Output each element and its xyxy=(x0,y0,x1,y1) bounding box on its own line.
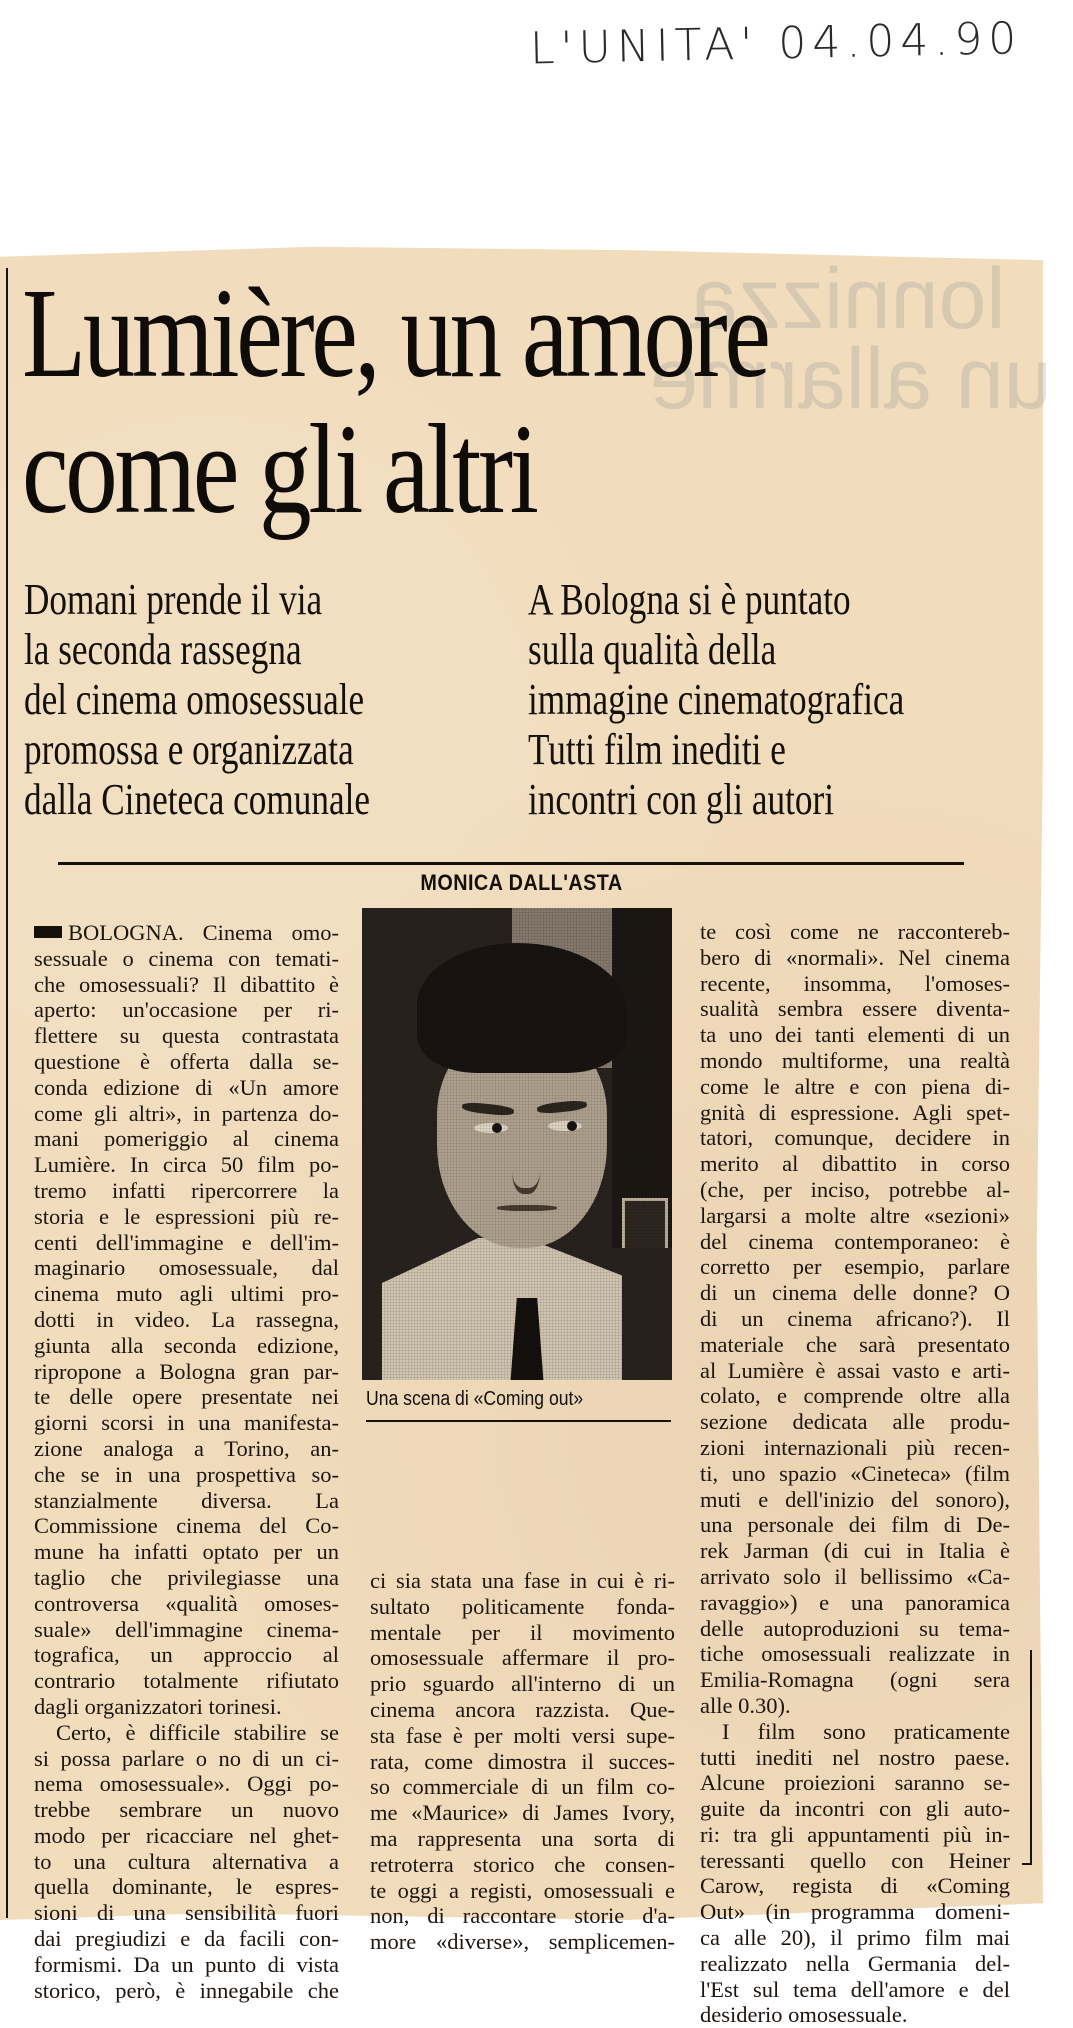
body-line: ti, uno spazio «Cineteca» (film xyxy=(700,1460,1010,1486)
body-line: te delle opere presentate nei xyxy=(34,1384,339,1410)
body-line: trebbe sembrare un nuovo xyxy=(34,1797,339,1823)
body-line: sta fase è per molti versi supe- xyxy=(370,1722,675,1748)
body-line: corretto per esempio, parlare xyxy=(700,1254,1010,1280)
body-line: merito al dibattito in corso xyxy=(700,1151,1010,1177)
body-line: ripropone a Bologna gran par- xyxy=(34,1358,339,1384)
body-line: ma rappresenta una sorta di xyxy=(370,1825,675,1851)
body-line: tiche omosessuali realizzate in xyxy=(700,1641,1010,1667)
body-line: sezione dedicata alle produ- xyxy=(700,1409,1010,1435)
body-line: dotti in video. La rassegna, xyxy=(34,1306,339,1332)
subheading-line: del cinema omosessuale xyxy=(24,675,365,724)
body-line: prio sguardo all'interno di un xyxy=(370,1671,675,1697)
body-line: te oggi a registi, omosessuali e xyxy=(370,1877,675,1903)
body-line: mani pomeriggio al cinema xyxy=(34,1126,339,1152)
subheading-line: Domani prende il via xyxy=(24,575,323,624)
body-line: me «Maurice» di James Ivory, xyxy=(370,1800,675,1826)
body-column-1 xyxy=(34,920,339,2003)
subheading-line: la seconda rassegna xyxy=(24,625,302,674)
body-line: recente, insomma, l'omoses- xyxy=(700,970,1010,996)
body-line: guite da incontri con gli auto- xyxy=(700,1796,1010,1822)
headline xyxy=(22,262,842,540)
body-line: di un cinema africano?). Il xyxy=(700,1305,1010,1331)
body-line: sultato politicamente fonda- xyxy=(370,1593,675,1619)
subheading-line: promossa e organizzata xyxy=(24,725,354,774)
body-line: di un cinema delle donne? O xyxy=(700,1280,1010,1306)
subheading-right xyxy=(528,575,904,825)
body-line: gnità di espressione. Agli spet- xyxy=(700,1099,1010,1125)
body-line: maginario omosessuale, dal xyxy=(34,1255,339,1281)
body-line: l'Est sul tema dell'amore e del xyxy=(700,1976,1010,2002)
body-line: omosessuale affermare il pro- xyxy=(370,1645,675,1671)
body-line: aperto: un'occasione per ri- xyxy=(34,997,339,1023)
body-line: Out» (in programma domeni- xyxy=(700,1899,1010,1925)
subheading-line: Tutti film inediti e xyxy=(528,725,786,774)
body-line: sualità sembra essere diventa- xyxy=(700,996,1010,1022)
headline-line-1: Lumière, un amore xyxy=(22,262,768,404)
body-line: ravaggio») e una panoramica xyxy=(700,1589,1010,1615)
body-line: contrario totalmente rifiutato xyxy=(34,1668,339,1694)
body-line: che se in una prospettiva so- xyxy=(34,1461,339,1487)
column-rule-right xyxy=(1030,1650,1032,1865)
body-line: teressanti quello con Heiner xyxy=(700,1847,1010,1873)
bleed-through-text: lonnizza xyxy=(690,251,1006,347)
body-line: BOLOGNA. Cinema omo- xyxy=(34,920,339,946)
dateline-bullet-icon xyxy=(34,926,62,938)
body-line: una personale dei film di De- xyxy=(700,1512,1010,1538)
body-line: giunta alla seconda edizione, xyxy=(34,1332,339,1358)
body-line: conda edizione di «Un amore xyxy=(34,1074,339,1100)
body-line: cinema muto agli ultimi pro- xyxy=(34,1281,339,1307)
body-line: te così come ne raccontereb- xyxy=(700,919,1010,944)
body-column-3 xyxy=(700,919,1010,2028)
body-line: storia e le espressioni più re- xyxy=(34,1203,339,1229)
body-line: Emilia-Romagna (ogni sera xyxy=(700,1667,1010,1693)
body-line: ca alle 20), il primo film mai xyxy=(700,1925,1010,1951)
body-line: del cinema contemporaneo: è xyxy=(700,1228,1010,1254)
body-line: non, di raccontare storie d'a- xyxy=(370,1903,675,1929)
body-line: (che, per inciso, potrebbe al- xyxy=(700,1176,1010,1202)
body-line: delle autoproduzioni su tema- xyxy=(700,1615,1010,1641)
byline-divider xyxy=(58,862,964,865)
body-line: mondo multiforme, una realtà xyxy=(700,1047,1010,1073)
body-line: Lumière. In circa 50 film po- xyxy=(34,1152,339,1178)
body-line: to una cultura alternativa a xyxy=(34,1848,339,1874)
column-rule-left xyxy=(6,268,8,1918)
column-rule-right-end xyxy=(1022,1863,1032,1865)
body-line: colato, e comprende oltre alla xyxy=(700,1383,1010,1409)
body-line: dagli organizzatori torinesi. xyxy=(34,1693,282,1719)
subheading-left xyxy=(24,575,370,825)
body-line: tutti inediti nel nostro paese. xyxy=(700,1744,1010,1770)
subheading-line: dalla Cineteca comunale xyxy=(24,775,370,824)
body-line: suale» dell'immagine cinema- xyxy=(34,1616,339,1642)
body-line: zioni internazionali più recen- xyxy=(700,1434,1010,1460)
body-column-2 xyxy=(370,1568,675,1955)
body-line: largarsi a molte altre «sezioni» xyxy=(700,1202,1010,1228)
bleed-through-text: un allarme xyxy=(650,331,1052,427)
body-line: taglio che privilegiasse una xyxy=(34,1564,339,1590)
body-line: controversa «qualità omoses- xyxy=(34,1590,339,1616)
body-line: nema omosessuale». Oggi po- xyxy=(34,1771,339,1797)
subheading-line: incontri con gli autori xyxy=(528,775,834,824)
body-line: centi dell'immagine e dell'im- xyxy=(34,1229,339,1255)
body-line: flettere su questa contrastata xyxy=(34,1023,339,1049)
body-line: Alcune proiezioni saranno se- xyxy=(700,1770,1010,1796)
body-line: rata, come dimostra il succes- xyxy=(370,1748,675,1774)
body-line: ta uno dei tanti elementi di un xyxy=(700,1022,1010,1048)
body-line: tremo infatti ripercorrere la xyxy=(34,1177,339,1203)
body-line: come gli altri», in partenza do- xyxy=(34,1100,339,1126)
body-line: alle 0.30). xyxy=(700,1692,791,1718)
body-line: Commissione cinema del Co- xyxy=(34,1513,339,1539)
photo-caption: Una scena di «Coming out» xyxy=(366,1388,584,1410)
body-line: formismi. Da un punto di vista xyxy=(34,1951,339,1977)
body-line: sessuale o cinema con temati- xyxy=(34,945,339,971)
body-line: retroterra storico che consen- xyxy=(370,1851,675,1877)
body-line: zione analoga a Torino, an- xyxy=(34,1435,339,1461)
caption-divider xyxy=(366,1420,671,1422)
body-line: so commerciale di un film co- xyxy=(370,1774,675,1800)
body-line: muti e dell'inizio del sonoro), xyxy=(700,1486,1010,1512)
body-line: bero di «normali». Nel cinema xyxy=(700,944,1010,970)
body-line: I film sono praticamente xyxy=(722,1718,1010,1744)
body-line: storico, però, è innegabile che xyxy=(34,1977,339,2003)
body-line: ci sia stata una fase in cui è ri- xyxy=(370,1568,675,1593)
body-line: mune ha infatti optato per un xyxy=(34,1539,339,1565)
body-line: giorni scorsi in una manifesta- xyxy=(34,1410,339,1436)
body-line: materiale che sarà presentato xyxy=(700,1331,1010,1357)
body-line: al Lumière è assai vasto e arti- xyxy=(700,1357,1010,1383)
body-line: more «diverse», semplicemen- xyxy=(370,1929,675,1955)
subheading-line: A Bologna si è puntato xyxy=(528,575,851,624)
body-line: arrivato solo il bellissimo «Ca- xyxy=(700,1563,1010,1589)
body-line: stanzialmente diversa. La xyxy=(34,1487,339,1513)
body-line: si possa parlare o no di un ci- xyxy=(34,1745,339,1771)
body-line: ri: tra gli appuntamenti più in- xyxy=(700,1821,1010,1847)
body-line: modo per ricacciare nel ghet- xyxy=(34,1822,339,1848)
body-line: realizzato nella Germania del- xyxy=(700,1950,1010,1976)
body-line: rek Jarman (di cui in Italia è xyxy=(700,1538,1010,1564)
body-line: Certo, è difficile stabilire se xyxy=(56,1719,339,1745)
body-line: Carow, regista di «Coming xyxy=(700,1873,1010,1899)
body-line: tografica, un approccio al xyxy=(34,1642,339,1668)
body-line: come le altre e con piena di- xyxy=(700,1073,1010,1099)
handwritten-source-note: L'UNITA' 04.04.90 xyxy=(529,13,1023,75)
subheading-line: immagine cinematografica xyxy=(528,675,905,724)
subheading-line: sulla qualità della xyxy=(528,625,777,674)
headline-line-2: come gli altri xyxy=(22,398,536,540)
body-line: tatori, comunque, decidere in xyxy=(700,1125,1010,1151)
body-line: mentale per il movimento xyxy=(370,1619,675,1645)
body-line: dai pregiudizi e da facili con- xyxy=(34,1926,339,1952)
body-line: questione è offerta dalla se- xyxy=(34,1048,339,1074)
body-line: desiderio omosessuale. xyxy=(700,2002,908,2028)
body-line: quella dominante, le espres- xyxy=(34,1874,339,1900)
body-line: sioni di una sensibilità fuori xyxy=(34,1900,339,1926)
body-line: che omosessuali? Il dibattito è xyxy=(34,971,339,997)
body-line: cinema ancora razzista. Que- xyxy=(370,1696,675,1722)
byline: MONICA DALL'ASTA xyxy=(420,870,623,895)
film-still-photo xyxy=(362,908,672,1380)
